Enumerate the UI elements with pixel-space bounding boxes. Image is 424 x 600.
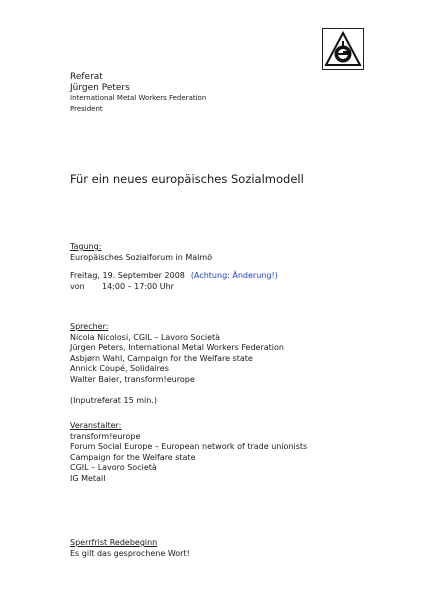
header-name: Jürgen Peters: [70, 82, 130, 93]
tagung-von-label: von: [70, 281, 85, 291]
sprecher-item: Nicola Nicolosi, CGIL – Lavoro Società: [70, 332, 221, 342]
sprecher-section: [70, 322, 284, 406]
tagung-change-note: (Achtung: Änderung!): [190, 271, 278, 281]
author-header: [70, 72, 206, 114]
sprecher-item: Annick Coupé, Solidaires: [70, 364, 169, 374]
header-organisation: International Metal Workers Federation: [70, 94, 207, 103]
tagung-name: Europäisches Sozialforum in Malmö: [70, 252, 213, 262]
veranstalter-item: Campaign for the Welfare state: [70, 452, 196, 462]
veranstalter-item: transform!europe: [70, 431, 141, 441]
veranstalter-item: IG Metall: [70, 473, 106, 483]
tagung-section: [70, 242, 278, 292]
ig-metall-logo-icon: [322, 28, 364, 70]
document-title: Für ein neues europäisches Sozialmodell: [70, 172, 304, 186]
tagung-time: 14:00 – 17:00 Uhr: [102, 281, 174, 291]
veranstalter-item: CGIL – Lavoro Società: [70, 463, 157, 473]
document-title-block: [70, 172, 304, 186]
veranstalter-label: Veranstalter:: [70, 421, 122, 430]
header-position: President: [70, 104, 103, 113]
sprecher-item: Walter Baier, transform!europe: [70, 374, 195, 384]
sperrfrist-text: Es gilt das gesprochene Wort!: [70, 548, 190, 558]
veranstalter-section: [70, 421, 307, 485]
tagung-label: Tagung:: [70, 242, 102, 251]
tagung-date-row: [70, 271, 278, 282]
inputreferat-note: (Inputreferat 15 min.): [70, 395, 157, 405]
sprecher-label: Sprecher:: [70, 322, 109, 331]
header-referat: Referat: [70, 72, 103, 82]
sprecher-item: Jürgen Peters, International Metal Workers Federation: [70, 343, 284, 353]
sperrfrist-label: Sperrfrist Redebeginn: [70, 538, 158, 547]
sperrfrist-section: [70, 538, 190, 559]
sprecher-item: Asbjørn Wahl, Campaign for the Welfare state: [70, 353, 253, 363]
veranstalter-item: Forum Social Europe – European network of trade unionists: [70, 442, 308, 452]
tagung-time-row: [70, 282, 278, 293]
tagung-date: Freitag, 19. September 2008: [70, 271, 185, 281]
